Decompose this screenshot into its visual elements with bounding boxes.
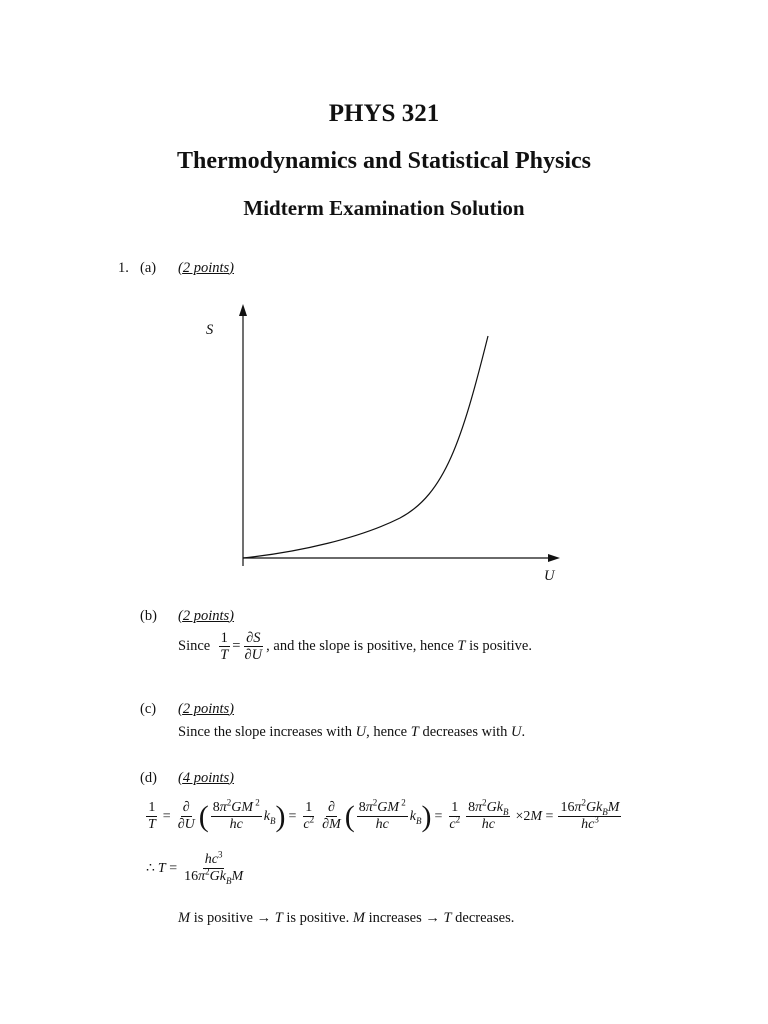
question-number: 1.: [118, 260, 129, 276]
part-c-statement: Since the slope increases with U, hence T decreases with U.: [178, 724, 526, 740]
y-axis-label: S: [206, 322, 214, 338]
part-d-points: (4 points): [178, 770, 235, 786]
temperature-derivation: $\frac{1}{T}$ = $\frac{\partial}{\partial U}$ ( $\frac{8\pi^2GM ^2}{hc}$ $k_B$ ) = $\frac{1}{c^2}$ $\frac{\partial}{\partial M}$ ( $\frac{8\pi^2GM ^2}{hc}$ $k_B$ ) = $\frac{1}{c^2}$ $\frac{8\pi^2Gk_B}{hc}$ ×2M = $\frac{16\pi^2Gk_BM}{hc^3}$: [148, 797, 620, 833]
part-b-label: (b): [140, 608, 157, 624]
x-axis-label: U: [544, 568, 555, 584]
implies-arrow-icon: →: [425, 910, 440, 926]
part-a-points: (2 points): [178, 260, 235, 276]
part-c-label: (c): [140, 701, 157, 717]
part-d-conclusion: M is positive → T is positive. M increases → T decreases.: [178, 910, 515, 926]
y-axis-arrow: [239, 304, 247, 316]
x-axis-arrow: [548, 554, 560, 562]
exam-title: Midterm Examination Solution: [243, 196, 525, 220]
part-c-points: (2 points): [178, 701, 235, 717]
course-title: PHYS 321: [328, 100, 440, 127]
temperature-result: ∴ T = $\frac{hc^3}{16\pi^2Gk_BM}$: [146, 849, 244, 886]
part-b-points: (2 points): [178, 608, 235, 624]
subject-title: Thermodynamics and Statistical Physics: [176, 148, 592, 174]
part-a-label: (a): [140, 260, 157, 276]
implies-arrow-icon: →: [256, 910, 272, 926]
part-b-statement: Since $\frac{1}{T}$ = $\frac{\partial S}{\partial U}$ , and the slope is positive, hence T is positive.: [178, 630, 532, 663]
inverse-temperature-fraction: $\frac{1}{T}$: [220, 630, 229, 663]
entropy-derivative-fraction: $\frac{\partial S}{\partial U}$: [244, 630, 263, 663]
plot-axes: [239, 304, 560, 566]
entropy-curve: [243, 336, 488, 558]
part-d-label: (d): [140, 770, 157, 786]
